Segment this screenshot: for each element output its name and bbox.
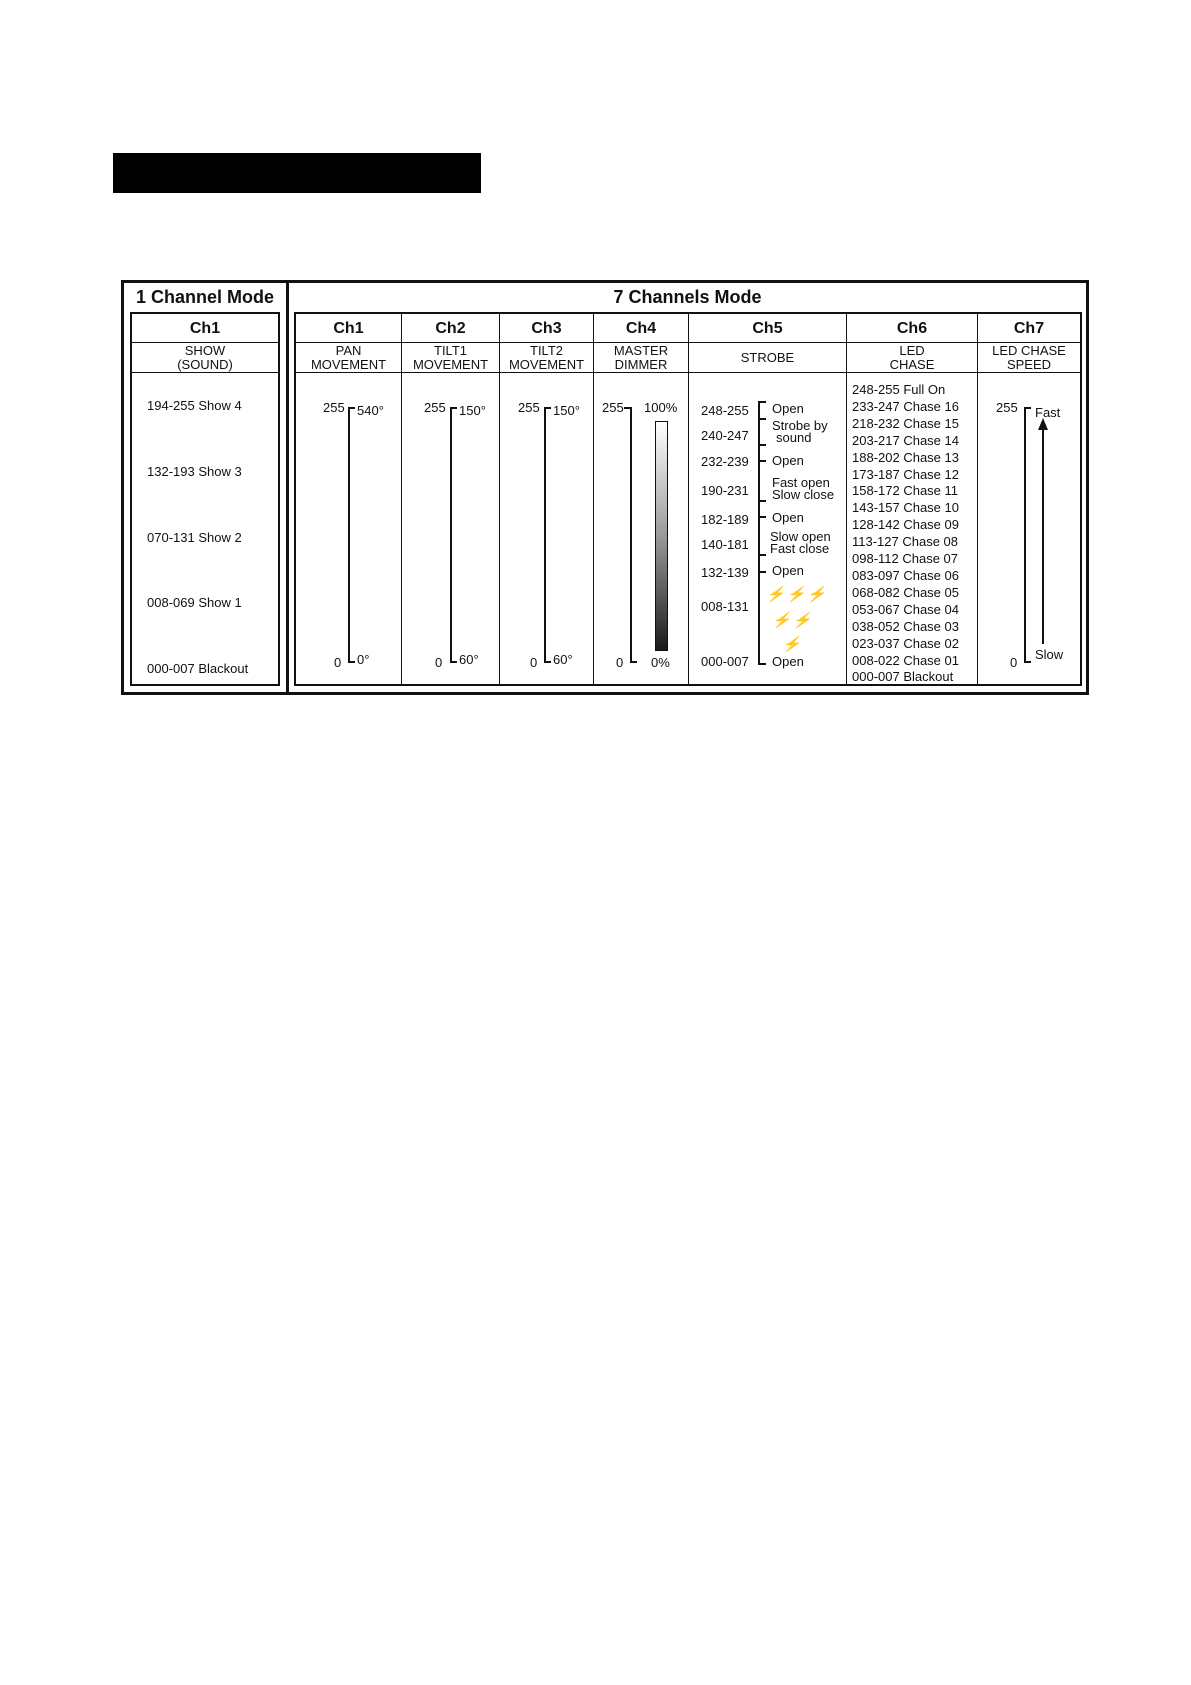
- lightning-bolt-icon: ⚡: [782, 636, 803, 653]
- show-row: 000-007 Blackout: [147, 661, 249, 676]
- ch4-min-value: 0: [616, 655, 624, 670]
- ch5-bracket-tick: [758, 516, 766, 518]
- seven-channels-mode: [289, 283, 1086, 692]
- ch2-range-bracket: [450, 407, 452, 663]
- strobe-desc: Open: [772, 654, 804, 669]
- ch7-range-bracket: [1024, 407, 1026, 663]
- ch4-min-percent: 0%: [651, 655, 670, 670]
- strobe-desc: Open: [772, 401, 804, 416]
- strobe-range: 248-255: [701, 403, 749, 418]
- chase-row: 158-172 Chase 11: [852, 483, 959, 499]
- ch3-function-line: TILT2: [530, 342, 563, 358]
- ch4-max-percent: 100%: [644, 400, 678, 415]
- strobe-range: 232-239: [701, 454, 749, 469]
- chase-row: 000-007 Blackout: [852, 669, 954, 685]
- chase-row: 233-247 Chase 16: [852, 398, 959, 414]
- one-channel-box: [130, 312, 280, 686]
- section-title-bar: [113, 153, 481, 193]
- seven-channels-mode-title: 7 Channels Mode: [613, 287, 762, 307]
- chase-row: 128-142 Chase 09: [852, 517, 959, 533]
- strobe-desc: Fast open: [772, 475, 830, 490]
- strobe-desc: sound: [776, 430, 812, 445]
- ch6-function-line: CHASE: [889, 356, 935, 372]
- strobe-desc: Slow close: [772, 487, 835, 502]
- chase-row: 023-037 Chase 02: [852, 635, 959, 651]
- strobe-desc: Open: [772, 510, 804, 525]
- chase-row: 038-052 Chase 03: [852, 618, 959, 634]
- ch3-heading: Ch3: [500, 314, 593, 343]
- lightning-bolt-icon: ⚡⚡⚡: [766, 586, 829, 603]
- chase-row: 098-112 Chase 07: [852, 551, 959, 567]
- one-ch1-function-line: SHOW: [184, 342, 226, 358]
- ch6-function-line: LED: [899, 342, 925, 358]
- ch1-range-bracket-top: [348, 407, 355, 409]
- one-channel-mode: [124, 283, 289, 692]
- ch5-bracket-tick: [758, 418, 766, 420]
- ch1-function: [296, 343, 401, 373]
- chase-row: 083-097 Chase 06: [852, 567, 959, 583]
- strobe-desc: Fast close: [770, 541, 830, 556]
- ch6-led-chase-column: [847, 314, 978, 684]
- ch5-bracket-tick: [758, 401, 766, 403]
- ch1-max-angle: 540°: [357, 403, 384, 418]
- seven-channels-box: [294, 312, 1082, 686]
- ch4-range-bracket: [630, 407, 632, 663]
- chase-row: 068-082 Chase 05: [852, 584, 959, 600]
- chase-row: 113-127 Chase 08: [852, 534, 959, 550]
- ch7-range-bracket-bottom: [1024, 661, 1031, 663]
- show-row: 008-069 Show 1: [147, 595, 242, 610]
- strobe-range: 140-181: [701, 537, 749, 552]
- ch7-heading: Ch7: [978, 314, 1080, 343]
- ch1-range-bracket-bottom: [348, 661, 355, 663]
- strobe-range: 008-131: [701, 599, 749, 614]
- ch5-bracket-tick: [758, 500, 766, 502]
- chase-row: 188-202 Chase 13: [852, 449, 959, 465]
- ch3-min-angle: 60°: [553, 652, 573, 667]
- ch4-dimmer-column: [594, 314, 689, 684]
- ch5-heading: Ch5: [689, 314, 846, 343]
- chase-row: 173-187 Chase 12: [852, 466, 959, 482]
- ch5-bracket-tick: [758, 444, 766, 446]
- strobe-range: 182-189: [701, 512, 749, 527]
- ch1-min-angle: 0°: [357, 652, 370, 667]
- ch4-function-line: DIMMER: [614, 356, 668, 372]
- strobe-desc: Strobe by: [772, 418, 828, 433]
- ch7-range-bracket-top: [1024, 407, 1031, 409]
- ch2-function-line: MOVEMENT: [412, 356, 489, 372]
- lightning-bolt-icon: ⚡⚡: [772, 612, 814, 629]
- one-channel-mode-title: 1 Channel Mode: [135, 287, 274, 307]
- ch7-function-line: SPEED: [1006, 356, 1052, 372]
- ch3-max-angle: 150°: [553, 403, 580, 418]
- ch5-bracket-tick: [758, 663, 766, 665]
- ch4-range-bracket-bottom: [630, 661, 637, 663]
- ch6-heading: Ch6: [847, 314, 977, 343]
- channel-mode-diagram: [121, 280, 1089, 695]
- ch3-tilt2-column: [500, 314, 594, 684]
- chase-row: 203-217 Chase 14: [852, 432, 959, 448]
- chase-row: 053-067 Chase 04: [852, 601, 959, 617]
- one-ch1-function-line: (SOUND): [177, 356, 233, 372]
- ch5-bracket-spine: [758, 401, 760, 665]
- one-ch1-heading: Ch1: [132, 314, 278, 343]
- ch1-range-bracket: [348, 407, 350, 663]
- one-ch1-function: [132, 343, 278, 373]
- ch5-bracket-tick: [758, 460, 766, 462]
- show-row: 194-255 Show 4: [147, 398, 242, 413]
- ch3-range-bracket-bottom: [544, 661, 551, 663]
- ch4-max-value: 255: [602, 400, 624, 415]
- ch3-max-value: 255: [518, 400, 540, 415]
- ch5-function-line: STROBE: [740, 349, 795, 365]
- ch7-fast-label: Fast: [1035, 405, 1061, 420]
- strobe-desc: Open: [772, 563, 804, 578]
- ch2-range-bracket-top: [450, 407, 457, 409]
- ch4-function: [594, 343, 688, 373]
- ch4-heading: Ch4: [594, 314, 688, 343]
- ch3-range-bracket: [544, 407, 546, 663]
- ch2-tilt1-column: [402, 314, 500, 684]
- ch1-function-line: MOVEMENT: [310, 356, 387, 372]
- ch6-chase-list: [852, 382, 959, 686]
- ch3-range-bracket-top: [544, 407, 551, 409]
- chase-row: 008-022 Chase 01: [852, 652, 959, 668]
- ch3-function: [500, 343, 593, 373]
- dimmer-gradient-bar: [655, 421, 668, 651]
- ch1-pan-column: [296, 314, 402, 684]
- ch4-function-line: MASTER: [613, 342, 669, 358]
- ch1-function-line: PAN: [335, 342, 362, 358]
- ch2-min-angle: 60°: [459, 652, 479, 667]
- ch5-strobe-column: [689, 314, 847, 684]
- strobe-range: 132-139: [701, 565, 749, 580]
- ch5-bracket-tick: [758, 571, 766, 573]
- ch7-max-value: 255: [996, 400, 1018, 415]
- chase-row: 143-157 Chase 10: [852, 500, 959, 516]
- ch7-min-value: 0: [1010, 655, 1018, 670]
- ch7-speed-column: [978, 314, 1080, 684]
- ch6-function: [847, 343, 977, 373]
- ch7-function: [978, 343, 1080, 373]
- ch2-function-line: TILT1: [434, 342, 467, 358]
- speed-arrow-shaft: [1042, 429, 1044, 644]
- ch3-min-value: 0: [530, 655, 538, 670]
- strobe-desc: Open: [772, 453, 804, 468]
- show-row: 070-131 Show 2: [147, 530, 242, 545]
- ch2-max-angle: 150°: [459, 403, 486, 418]
- ch4-range-bracket-top: [624, 407, 631, 409]
- ch5-function: [689, 343, 846, 373]
- show-row: 132-193 Show 3: [147, 464, 242, 479]
- ch1-heading: Ch1: [296, 314, 401, 343]
- chase-row: 248-255 Full On: [852, 382, 946, 397]
- ch5-bracket-tick: [758, 554, 766, 556]
- arrow-up-icon: [1038, 418, 1048, 430]
- ch2-function: [402, 343, 499, 373]
- ch3-function-line: MOVEMENT: [508, 356, 585, 372]
- chase-row: 218-232 Chase 15: [852, 415, 959, 431]
- ch1-max-value: 255: [323, 400, 345, 415]
- strobe-desc: Slow open: [770, 529, 831, 544]
- ch2-range-bracket-bottom: [450, 661, 457, 663]
- ch7-slow-label: Slow: [1035, 647, 1064, 662]
- ch7-function-line: LED CHASE: [992, 342, 1066, 358]
- ch2-min-value: 0: [435, 655, 443, 670]
- ch1-min-value: 0: [334, 655, 342, 670]
- strobe-range: 190-231: [701, 483, 749, 498]
- strobe-range: 000-007: [701, 654, 749, 669]
- ch2-max-value: 255: [424, 400, 446, 415]
- strobe-range: 240-247: [701, 428, 749, 443]
- ch2-heading: Ch2: [402, 314, 499, 343]
